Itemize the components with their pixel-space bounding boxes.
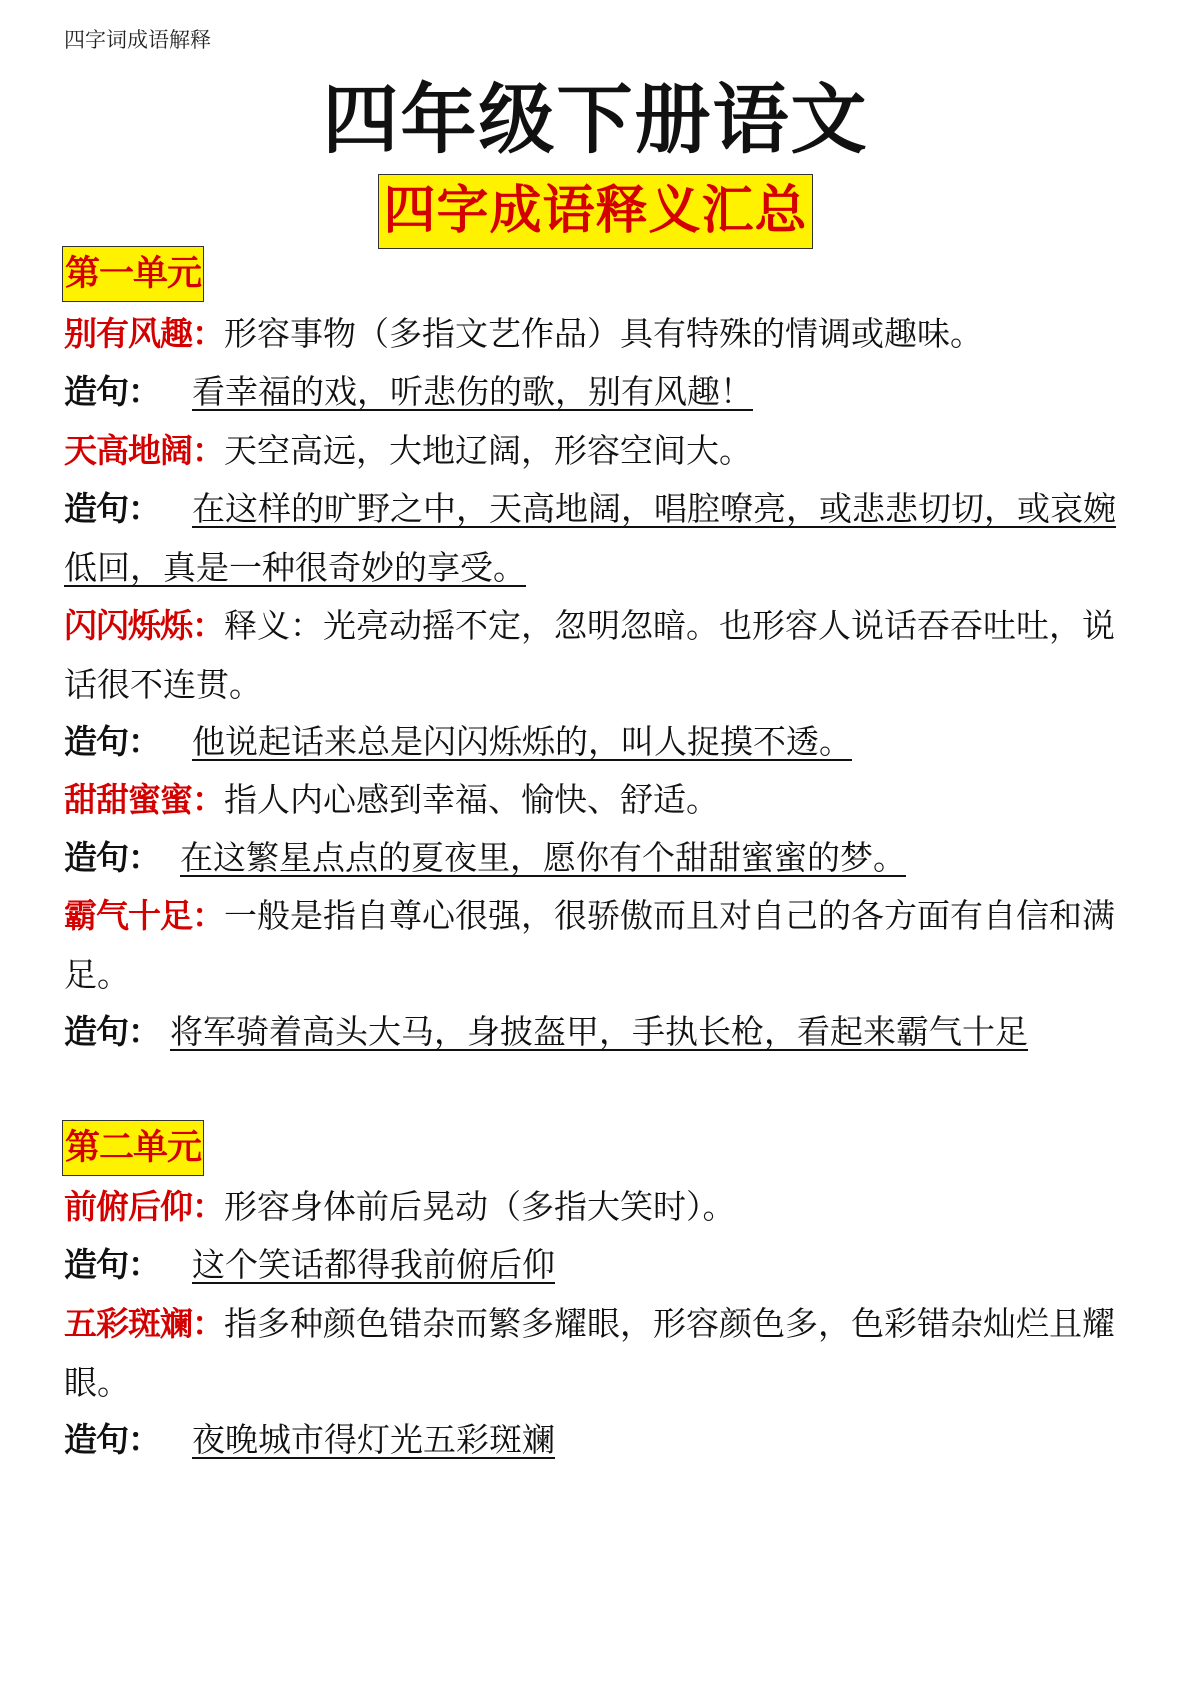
example-label: 造句： xyxy=(64,1012,160,1051)
idiom-term: 五彩斑斓： xyxy=(64,1304,224,1343)
idiom-term: 前俯后仰： xyxy=(64,1187,224,1226)
example-label: 造句： xyxy=(64,489,160,528)
example-label: 造句： xyxy=(64,1245,160,1284)
entry-meaning xyxy=(64,596,1144,714)
idiom-meaning: 形容身体前后晃动（多指大笑时）。 xyxy=(224,1187,736,1226)
example-sentence: 这个笑话都得我前俯后仰 xyxy=(192,1245,555,1284)
example-sentence: 夜晚城市得灯光五彩斑斓 xyxy=(192,1420,555,1459)
example-label: 造句： xyxy=(64,722,160,761)
entry-example xyxy=(64,1235,1144,1294)
idiom-term: 霸气十足： xyxy=(64,896,224,935)
unit-label-2: 第二单元 xyxy=(62,1120,204,1176)
entry-example xyxy=(64,712,1144,771)
subtitle-container xyxy=(0,174,1191,249)
page-subtitle: 四字成语释义汇总 xyxy=(378,174,812,249)
example-label: 造句： xyxy=(64,838,160,877)
page-title: 四年级下册语文 xyxy=(322,75,869,164)
entry-example xyxy=(64,479,1144,597)
idiom-term: 别有风趣： xyxy=(64,314,224,353)
idiom-term: 闪闪烁烁： xyxy=(64,606,224,645)
example-sentence: 他说起话来总是闪闪烁烁的，叫人捉摸不透。 xyxy=(192,722,852,761)
idiom-term: 甜甜蜜蜜： xyxy=(64,780,224,819)
example-label: 造句： xyxy=(64,1420,160,1459)
idiom-term: 天高地阔： xyxy=(64,431,224,470)
idiom-meaning: 指多种颜色错杂而繁多耀眼，形容颜色多，色彩错杂灿烂且耀眼。 xyxy=(64,1304,1115,1402)
idiom-meaning: 释义：光亮动摇不定，忽明忽暗。也形容人说话吞吞吐吐，说话很不连贯。 xyxy=(64,606,1115,704)
entry-example xyxy=(64,1410,1144,1469)
example-sentence: 在这样的旷野之中，天高地阔，唱腔嘹亮，或悲悲切切，或哀婉低回，真是一种很奇妙的享受。 xyxy=(64,489,1116,587)
entry-meaning xyxy=(64,886,1144,1004)
entry-meaning xyxy=(64,770,1144,829)
header-note: 四字词成语解释 xyxy=(64,28,211,52)
example-sentence: 看幸福的戏，听悲伤的歌，别有风趣！ xyxy=(192,372,753,411)
example-label: 造句： xyxy=(64,372,160,411)
entry-meaning xyxy=(64,1177,1144,1236)
entry-example xyxy=(64,1002,1144,1061)
idiom-meaning: 指人内心感到幸福、愉快、舒适。 xyxy=(224,780,719,819)
idiom-meaning: 一般是指自尊心很强，很骄傲而且对自己的各方面有自信和满足。 xyxy=(64,896,1115,994)
entry-meaning xyxy=(64,421,1144,480)
example-sentence: 在这繁星点点的夏夜里，愿你有个甜甜蜜蜜的梦。 xyxy=(180,838,906,877)
idiom-meaning: 形容事物（多指文艺作品）具有特殊的情调或趣味。 xyxy=(224,314,983,353)
entry-meaning xyxy=(64,304,1144,363)
entry-meaning xyxy=(64,1294,1144,1412)
entry-example xyxy=(64,362,1144,421)
entry-example xyxy=(64,828,1144,887)
unit-label-1: 第一单元 xyxy=(62,246,204,302)
idiom-meaning: 天空高远，大地辽阔，形容空间大。 xyxy=(224,431,752,470)
example-sentence: 将军骑着高头大马，身披盔甲，手执长枪，看起来霸气十足 xyxy=(170,1012,1028,1051)
